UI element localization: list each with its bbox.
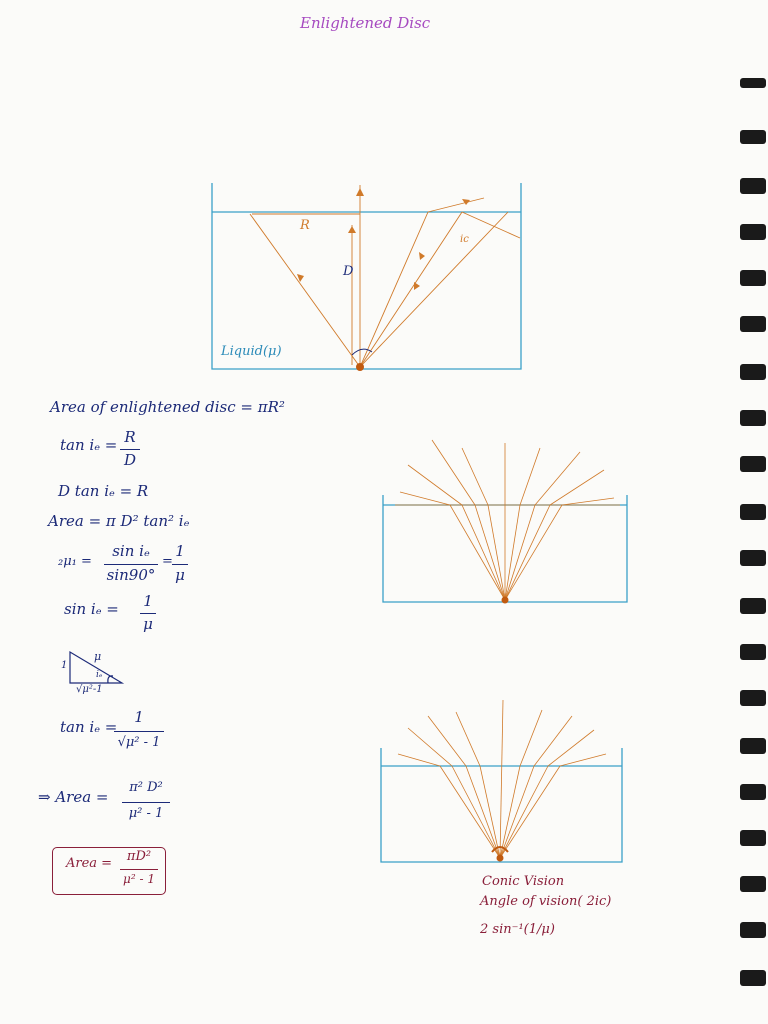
page-title: Enlightened Disc <box>300 14 431 32</box>
note-dtan: D tan iₑ = R <box>58 482 149 500</box>
fraction-bar <box>140 613 156 614</box>
diagram-1-source <box>356 363 364 371</box>
label-ic: ic <box>460 234 469 245</box>
fraction-bar <box>120 869 158 870</box>
note-mu-num2: 1 <box>175 542 185 560</box>
note-area2-num: π² D² <box>129 780 163 795</box>
note-conic-vision: Conic Vision <box>482 874 565 889</box>
note-tan2-den: √μ² - 1 <box>117 735 161 750</box>
note-tan2-num: 1 <box>134 708 144 726</box>
note-tan-den: D <box>123 451 137 469</box>
note-angle-vision: Angle of vision( 2ic) <box>480 894 612 909</box>
fraction-bar <box>122 802 170 803</box>
diagram-2-rays <box>395 440 620 600</box>
fraction-bar <box>120 449 140 450</box>
note-sin-lhs: sin iₑ = <box>64 600 119 618</box>
note-area2-lhs: ⇒ Area = <box>38 788 109 806</box>
note-mu-eq: = <box>162 554 173 569</box>
diagram-3-eye <box>497 855 504 862</box>
fraction-bar <box>172 564 188 565</box>
label-D: D <box>343 264 354 279</box>
label-R: R <box>300 218 310 233</box>
note-area-disc: Area of enlightened disc = πR² <box>50 398 285 416</box>
note-mu-den: sin90° <box>106 566 156 584</box>
label-liquid: Liquid(μ) <box>221 344 282 359</box>
box-den: μ² - 1 <box>123 872 155 886</box>
note-sin-num: 1 <box>143 592 153 610</box>
tri-base: √μ²-1 <box>76 684 103 695</box>
box-num: πD² <box>126 849 152 864</box>
note-tan-lhs: tan iₑ = <box>60 436 118 454</box>
fraction-bar <box>104 564 158 565</box>
fraction-bar <box>114 731 164 732</box>
diagram-2-source <box>502 597 509 604</box>
tri-angle: iₑ <box>96 670 103 680</box>
box-lhs: Area = <box>66 856 113 871</box>
tri-hyp: μ <box>94 650 102 663</box>
diagram-3-rays <box>398 700 606 858</box>
note-tan-num: R <box>124 428 136 446</box>
note-area-tan: Area = π D² tan² iₑ <box>48 512 190 530</box>
note-sin-inverse: 2 sin⁻¹(1/μ) <box>480 922 555 937</box>
spiral-binding <box>740 78 766 986</box>
tri-side: 1 <box>61 660 68 671</box>
note-area2-den: μ² - 1 <box>128 806 164 821</box>
note-mu-den2: μ <box>175 566 185 584</box>
note-sin-den: μ <box>143 615 153 633</box>
note-mu-num: sin iₑ <box>112 542 150 560</box>
note-mu-lhs: ₂μ₁ = <box>58 554 92 569</box>
diagram-tank-1 <box>212 183 521 369</box>
note-tan2-lhs: tan iₑ = <box>60 718 118 736</box>
